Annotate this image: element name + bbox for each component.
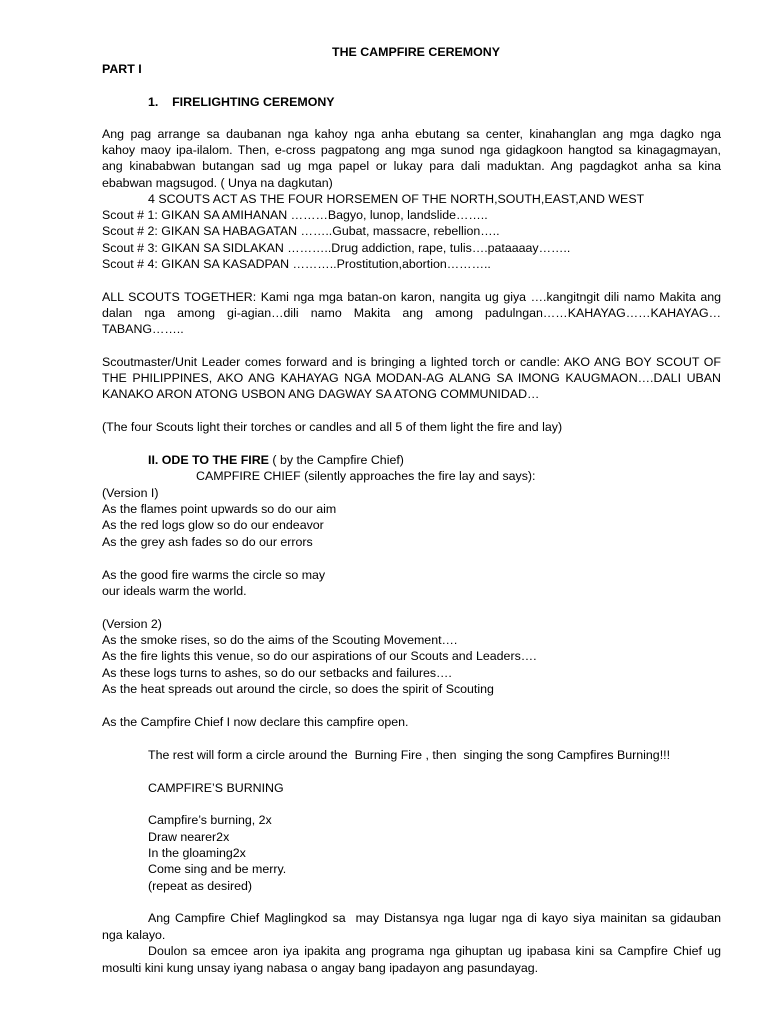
version1-label: (Version I) [102, 486, 159, 500]
document-title: THE CAMPFIRE CEREMONY [332, 45, 500, 59]
all-scouts-line: ALL SCOUTS TOGETHER: Kami nga mga batan-on karon, nangita ug giya ….kangitngit dili namo Makita ang [102, 290, 721, 304]
chief-distance-line: nga kalayo. [102, 928, 166, 942]
section1-heading: 1. FIRELIGHTING CEREMONY [148, 95, 335, 109]
verse-line: our ideals warm the world. [102, 584, 247, 598]
declare-line: As the Campfire Chief I now declare this campfire open. [102, 715, 409, 729]
verse-line: As the red logs glow so do our endeavor [102, 518, 324, 532]
para1-line: kahoy maoy ipa-ilalom. Then, e-cross pagpatong ang mga sunod nga gidagkoon hangtod sa kinagagmayan, [102, 143, 721, 157]
four-scouts-note: (The four Scouts light their torches or candles and all 5 of them light the fire and lay) [102, 420, 563, 434]
emcee-line: Doulon sa emcee aron iya ipakita ang programa nga gihuptan ug ipabasa kini sa Campfire Chief ug [148, 944, 721, 958]
ode-heading-title: II. ODE TO THE FIRE [148, 453, 269, 467]
scout-line: Scout # 4: GIKAN SA KASADPAN ………..Prostitution,abortion……….. [102, 257, 491, 271]
verse-line: As the good fire warms the circle so may [102, 568, 326, 582]
song-line: Come sing and be merry. [148, 862, 287, 876]
scout-line: Scout # 2: GIKAN SA HABAGATAN ……..Gubat, massacre, rebellion….. [102, 224, 500, 238]
song-title: CAMPFIRE’S BURNING [148, 781, 284, 795]
scoutmaster-line: KANAKO ARON ATONG USBON ANG DAGWAY SA ATONG COMMUNIDAD… [102, 387, 540, 401]
song-line: In the gloaming2x [148, 846, 246, 860]
all-scouts-line: TABANG…….. [102, 322, 184, 336]
chief-line: CAMPFIRE CHIEF (silently approaches the fire lay and says): [196, 469, 536, 483]
para1-line: ang kinababwan butangan sad ug mga papel or lukay para dali maduktan. Ang pagdagkot anha sa kina [102, 159, 721, 173]
song-line: Draw nearer2x [148, 830, 230, 844]
scoutmaster-line: THE PHILIPPINES, AKO ANG KAHAYAG NGA MODAN-AG ALANG SA IMONG KAUGMAON….DALI UBAN [102, 371, 721, 385]
ode-heading-byline: ( by the Campfire Chief) [268, 453, 404, 467]
para1-line: ebabwan magsugod. ( Unya na dagkutan) [102, 176, 333, 190]
verse-line: As the flames point upwards so do our aim [102, 502, 337, 516]
rest-line: The rest will form a circle around the Burning Fire , then singing the song Campfires Burning!!! [148, 748, 671, 762]
song-line: (repeat as desired) [148, 879, 252, 893]
verse-line: As the smoke rises, so do the aims of the Scouting Movement…. [102, 633, 458, 647]
verse-line: As these logs turns to ashes, so do our setbacks and failures…. [102, 666, 452, 680]
scout-line: Scout # 1: GIKAN SA AMIHANAN ………Bagyo, lunop, landslide…….. [102, 208, 488, 222]
horsemen-line: 4 SCOUTS ACT AS THE FOUR HORSEMEN OF THE NORTH,SOUTH,EAST,AND WEST [148, 192, 645, 206]
verse-line: As the fire lights this venue, so do our aspirations of our Scouts and Leaders…. [102, 649, 537, 663]
version2-label: (Version 2) [102, 617, 162, 631]
verse-line: As the grey ash fades so do our errors [102, 535, 313, 549]
part-label: PART I [102, 62, 142, 76]
chief-distance-line: Ang Campfire Chief Maglingkod sa may Distansya nga lugar nga di kayo siya mainitan sa gidauban [148, 911, 721, 925]
para1-line: Ang pag arrange sa daubanan nga kahoy nga anha ebutang sa center, kinahanglan ang mga dagko nga [102, 127, 721, 141]
scout-line: Scout # 3: GIKAN SA SIDLAKAN ………..Drug addiction, rape, tulis….pataaaay…….. [102, 241, 571, 255]
all-scouts-line: dalan nga among gi-agian…dili namo Makita ang among padulngan……KAHAYAG……KAHAYAG… [102, 306, 721, 320]
scoutmaster-line: Scoutmaster/Unit Leader comes forward and is bringing a lighted torch or candle: AKO ANG BOY SCOUT OF [102, 355, 721, 369]
emcee-line: mosulti kini kung unsay iyang nabasa o angay bang ipadayon ang pasundayag. [102, 961, 539, 975]
ode-heading [148, 452, 404, 468]
verse-line: As the heat spreads out around the circle, so does the spirit of Scouting [102, 682, 494, 696]
song-line: Campfire’s burning, 2x [148, 813, 272, 827]
